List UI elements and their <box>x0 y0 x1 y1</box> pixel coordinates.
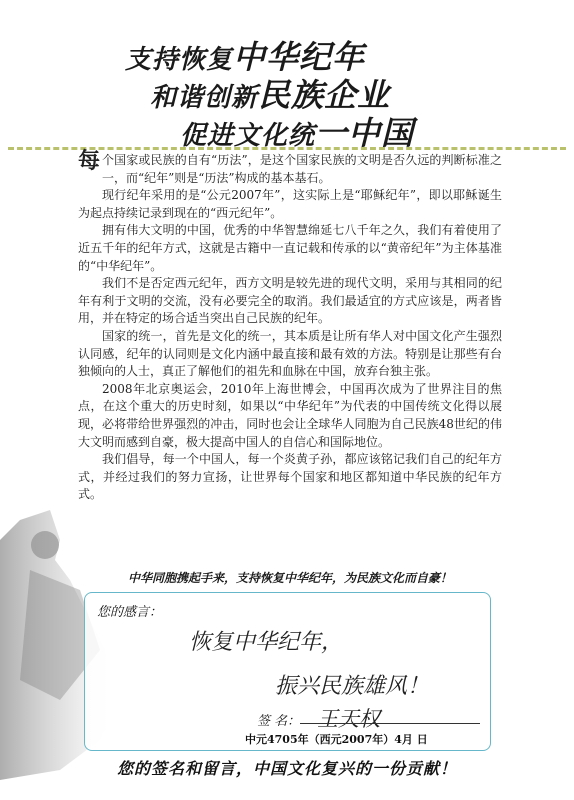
paragraph-5: 国家的统一，首先是文化的统一，其本质是让所有华人对中国文化产生强烈认同感，纪年的认同则是文化内涵中最直接和最有效的方法。特别是让那些有台独倾向的人士，真正了解他们的祖先和血脉在中国，放弃台独主张。 <box>78 328 502 379</box>
title-line-2-emphasis: 民族企业 <box>258 76 391 114</box>
article-body <box>78 148 502 504</box>
drop-cap: 每 <box>78 148 101 174</box>
handwritten-comment-line-2: 振兴民族雄风！ <box>275 674 430 699</box>
signature-box[interactable] <box>84 592 491 751</box>
paragraph-6: 2008年北京奥运会，2010年上海世博会，中国再次成为了世界注目的焦点，在这个重大的历史时刻，如果以“中华纪年”为代表的中国传统文化得以展现，必将带给世界强烈的冲击，同时也会让全球华人同胞为自己民族48世纪的伟大文明而感到自豪，极大提高中国人的自信心和国际地位。 <box>78 381 502 449</box>
signature-label: 签 名： <box>257 714 301 729</box>
signature-line <box>300 723 480 724</box>
signature-name: 王天权 <box>317 707 380 731</box>
title-line-3-prefix: 促进文化统 <box>180 121 316 151</box>
paragraph-2: 现行纪年采用的是“公元2007年”，这实际上是“耶稣纪年”，即以耶稣诞生为起点持续记录到现在的“西元纪年”。 <box>78 188 502 220</box>
handwritten-comment-line-1: 恢复中华纪年， <box>189 630 344 655</box>
paragraph-7: 我们倡导，每一个中国人，每一个炎黄子孙，都应该铭记我们自己的纪年方式，并经过我们的努力宣扬，让世界每个国家和地区都知道中华民族的纪年方式。 <box>78 452 502 502</box>
comment-label: 您的感言： <box>97 605 163 620</box>
paragraph-1-text: 个国家或民族的自有“历法”，是这个国家民族的文明是否久远的判断标准之一，而“纪年”则是“历法”构成的基本基石。 <box>102 153 502 185</box>
title-line-1-emphasis: 中华纪年 <box>233 38 366 76</box>
paragraph-3: 拥有伟大文明的中国，优秀的中华智慧绵延七八千年之久，我们有着使用了近五千年的纪年方式，这就是古籍中一直记载和传承的以“黄帝纪年”为主体基准的“中华纪年”。 <box>78 223 502 273</box>
paragraph-4: 我们不是否定西元纪年，西方文明是较先进的现代文明，采用与其相同的纪年有利于文明的交流，没有必要完全的取消。我们最适宜的方式应该是，两者皆用，并在特定的场合适当突出自己民族的纪年。 <box>78 276 502 326</box>
footer-slogan: 您的签名和留言，中国文化复兴的一份贡献！ <box>116 759 457 778</box>
title-line-1-prefix: 支持恢复 <box>125 45 234 75</box>
title-line-2-prefix: 和谐创新 <box>150 83 259 113</box>
title-line-3-emphasis: 一中国 <box>315 114 415 152</box>
slogan: 中华同胞携起手来，支持恢复中华纪年，为民族文化而自豪！ <box>127 571 452 585</box>
paragraph-1 <box>78 148 502 187</box>
date-line: 中元4705年（西元2007年）4月 日 <box>245 733 428 746</box>
